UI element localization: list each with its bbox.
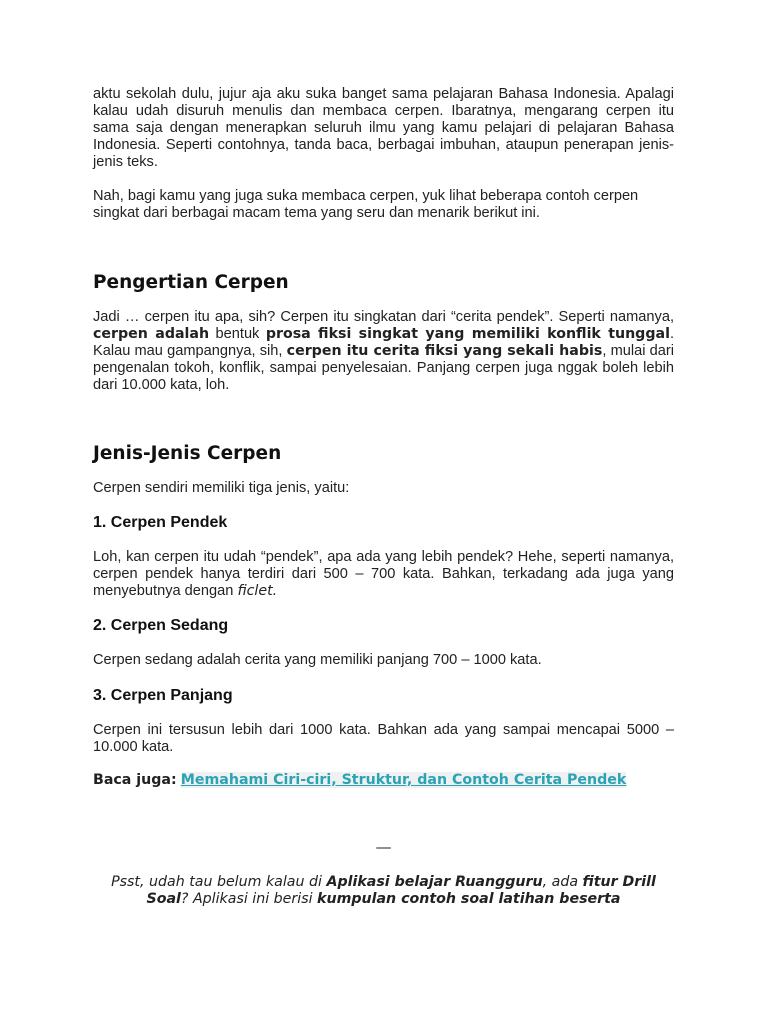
pengertian-text-4: , mulai dari pengenalan tokoh, konflik, sampai penyelesaian. Panjang cerpen juga nggak boleh lebih dari 10.000 kata, loh.	[93, 343, 674, 393]
promo-text-1: Psst, udah tau belum kalau di	[111, 874, 327, 890]
intro-paragraph-2: Nah, bagi kamu yang juga suka membaca cerpen, yuk lihat beberapa contoh cerpen singkat dari berbagai macam tema yang seru dan menarik berikut ini.	[93, 188, 639, 221]
baca-juga-link[interactable]: Memahami Ciri-ciri, Struktur, dan Contoh Cerita Pendek	[180, 772, 627, 788]
pengertian-text-3: . Kalau mau gampangnya, sih,	[93, 326, 674, 359]
pengertian-bold-3: cerpen itu cerita fiksi yang sekali habis	[286, 343, 603, 359]
promo-bold-3: kumpulan contoh soal latihan beserta	[317, 891, 621, 907]
separator-dash: —	[376, 840, 391, 856]
cerpen-pendek-text: Loh, kan cerpen itu udah “pendek”, apa ada yang lebih pendek? Hehe, seperti namanya, cerpen pendek hanya terdiri dari 500 – 700 kata. Bahkan, terkadang ada juga yang menyebutnya dengan	[93, 549, 674, 599]
promo-text-3: ? Aplikasi ini berisi	[180, 891, 318, 907]
baca-juga-paragraph	[93, 772, 674, 789]
cerpen-sedang-paragraph: Cerpen sedang adalah cerita yang memiliki panjang 700 – 1000 kata.	[93, 652, 542, 668]
pengertian-text-2: bentuk	[209, 326, 266, 342]
promo-paragraph	[93, 874, 674, 908]
cerpen-panjang-paragraph: Cerpen ini tersusun lebih dari 1000 kata. Bahkan ada yang sampai mencapai 5000 – 10.000 kata.	[93, 722, 674, 755]
promo-bold-2: fitur Drill Soal	[146, 874, 656, 907]
promo-bold-1: Aplikasi belajar Ruangguru	[326, 874, 543, 890]
cerpen-pendek-italic: ficlet.	[237, 583, 278, 599]
heading-cerpen-sedang: 2. Cerpen Sedang	[93, 617, 229, 634]
document-page	[93, 86, 674, 908]
baca-juga-label: Baca juga:	[93, 772, 177, 788]
cerpen-pendek-paragraph	[93, 549, 674, 600]
pengertian-text-1: Jadi … cerpen itu apa, sih? Cerpen itu singkatan dari “cerita pendek”. Seperti namanya,	[93, 309, 674, 325]
pengertian-bold-1: cerpen adalah	[93, 326, 210, 342]
heading-cerpen-panjang: 3. Cerpen Panjang	[93, 687, 233, 704]
heading-cerpen-pendek: 1. Cerpen Pendek	[93, 514, 228, 531]
heading-jenis-jenis-cerpen: Jenis-Jenis Cerpen	[93, 443, 282, 464]
pengertian-paragraph	[93, 309, 674, 394]
jenis-intro: Cerpen sendiri memiliki tiga jenis, yaitu:	[93, 480, 350, 496]
promo-text-2: , ada	[542, 874, 583, 890]
pengertian-bold-2: prosa fiksi singkat yang memiliki konflik tunggal	[265, 326, 670, 342]
heading-pengertian-cerpen: Pengertian Cerpen	[93, 272, 289, 293]
intro-paragraph-1: aktu sekolah dulu, jujur aja aku suka banget sama pelajaran Bahasa Indonesia. Apalagi kalau udah disuruh menulis dan membaca cerpen. Ibaratnya, mengarang cerpen itu sama saja dengan menerapkan seluruh ilmu yang kamu pelajari di pelajaran Bahasa Indonesia. Seperti contohnya, tanda baca, berbagai imbuhan, ataupun penerapan jenis-jenis teks.	[93, 86, 674, 170]
